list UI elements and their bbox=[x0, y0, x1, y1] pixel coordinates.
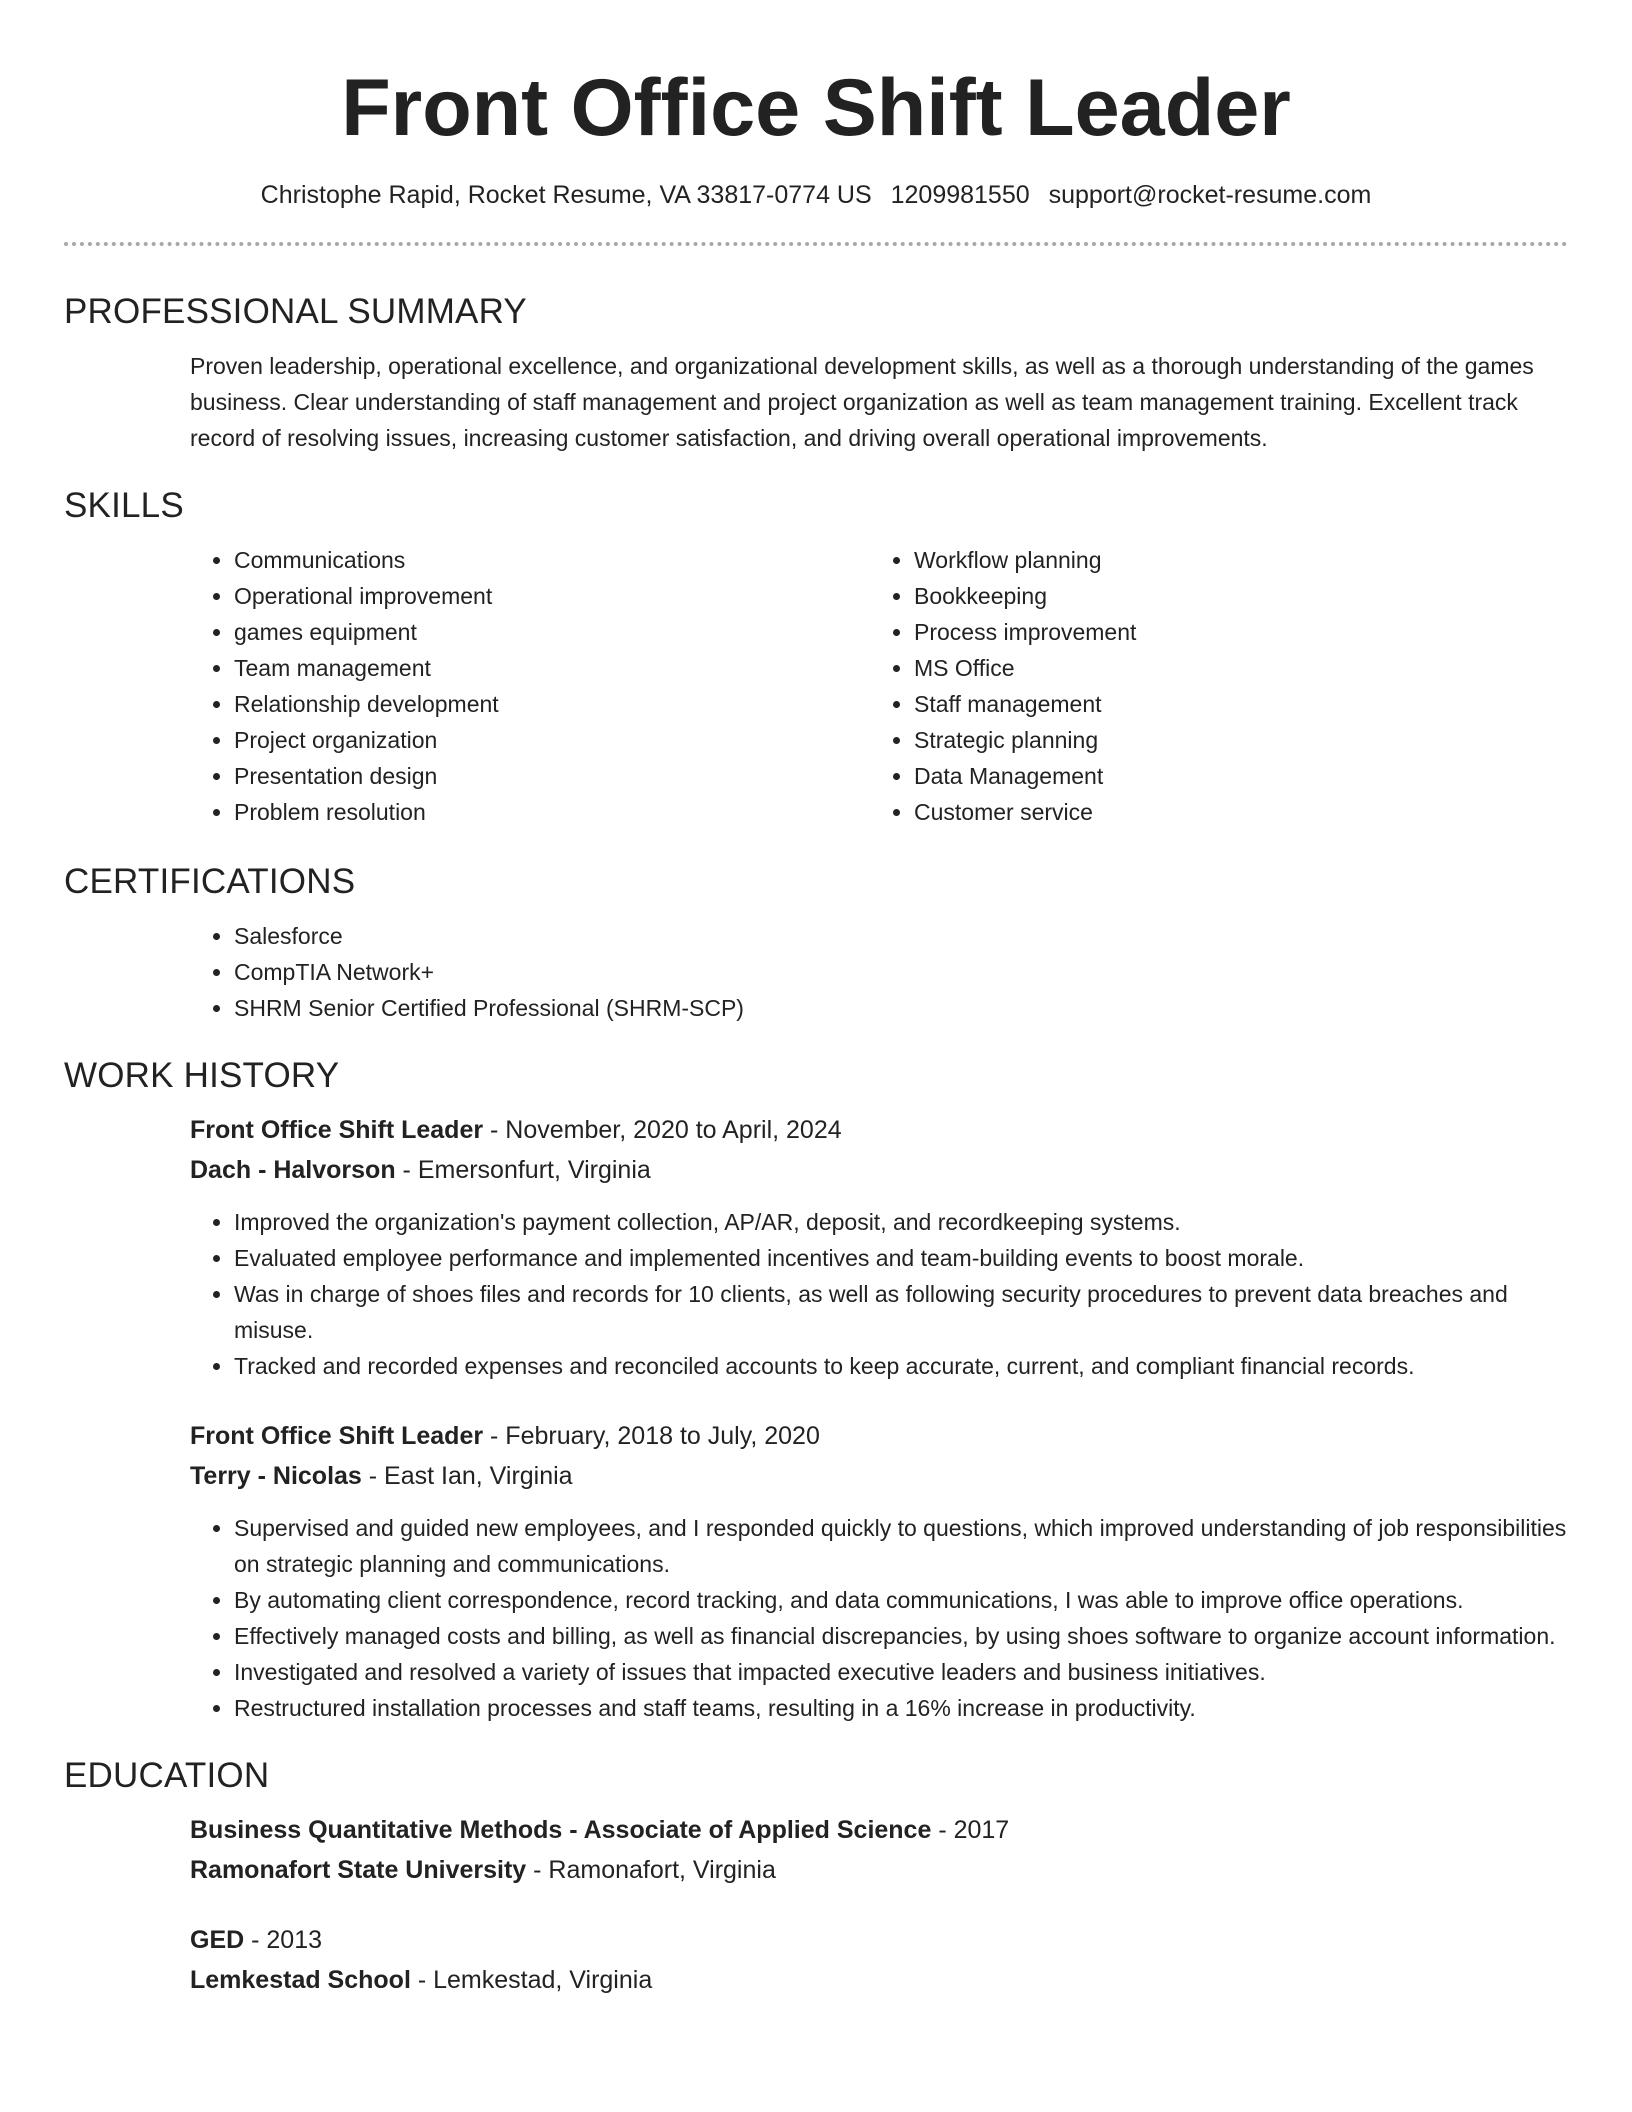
job-company-line bbox=[190, 1150, 1568, 1190]
certifications-section bbox=[64, 860, 1568, 1026]
header-divider bbox=[64, 242, 1568, 246]
skills-section bbox=[64, 484, 1568, 830]
education-section bbox=[64, 1754, 1568, 2000]
resume-title: Front Office Shift Leader bbox=[341, 63, 1291, 153]
education-degree: GED bbox=[190, 1926, 245, 1954]
job-dates: - November, 2020 to April, 2024 bbox=[483, 1116, 842, 1144]
education-degree-line bbox=[190, 1920, 1568, 1960]
certifications-heading: CERTIFICATIONS bbox=[64, 862, 356, 901]
job-bullets bbox=[190, 1204, 1568, 1384]
skill-item: • Workflow planning bbox=[914, 542, 1550, 578]
education-year: - 2013 bbox=[244, 1926, 323, 1954]
certification-item: • CompTIA Network+ bbox=[234, 954, 1568, 990]
education-school-line bbox=[190, 1960, 1568, 2000]
education-school: Lemkestad School bbox=[190, 1966, 411, 1994]
skill-item: • Process improvement bbox=[914, 614, 1550, 650]
job-bullet: • Was in charge of shoes files and records for 10 clients, as well as following security procedures to prevent data breaches and misuse. bbox=[234, 1276, 1568, 1348]
skill-item: • Bookkeeping bbox=[914, 578, 1550, 614]
job-dates: - February, 2018 to July, 2020 bbox=[483, 1422, 820, 1450]
skill-item: • Staff management bbox=[914, 686, 1550, 722]
job-title-line bbox=[190, 1416, 1568, 1456]
certifications-list-wrap bbox=[190, 918, 1568, 1026]
skills-heading: SKILLS bbox=[64, 486, 184, 525]
skill-item: • Strategic planning bbox=[914, 722, 1550, 758]
education-school: Ramonafort State University bbox=[190, 1856, 527, 1884]
job-bullet: • Effectively managed costs and billing, as well as financial discrepancies, by using shoes software to organize account information. bbox=[234, 1618, 1568, 1654]
skills-column-right bbox=[870, 542, 1550, 830]
job-bullet: • Supervised and guided new employees, and I responded quickly to questions, which improved understanding of job responsibilities on strategic planning and communications. bbox=[234, 1510, 1568, 1582]
certification-item: • SHRM Senior Certified Professional (SHRM-SCP) bbox=[234, 990, 1568, 1026]
contact-address: Christophe Rapid, Rocket Resume, VA 33817-0774 US bbox=[260, 181, 872, 209]
education-year: - 2017 bbox=[931, 1816, 1010, 1844]
education-degree: Business Quantitative Methods - Associate of Applied Science bbox=[190, 1816, 932, 1844]
work-heading: WORK HISTORY bbox=[64, 1056, 340, 1095]
job-company-line bbox=[190, 1456, 1568, 1496]
job-company: Terry - Nicolas bbox=[190, 1462, 362, 1490]
job-bullet: • Tracked and recorded expenses and reconciled accounts to keep accurate, current, and compliant financial records. bbox=[234, 1348, 1568, 1384]
summary-text: Proven leadership, operational excellence, and organizational development skills, as well as a thorough understanding of the games business. Clear understanding of staff management and project organization as well as team management training. Excellent track record of resolving issues, increasing customer satisfaction, and driving overall operational improvements. bbox=[190, 353, 1534, 451]
resume-page bbox=[64, 0, 1568, 2000]
work-section bbox=[64, 1054, 1568, 1726]
skill-item: • Communications bbox=[234, 542, 870, 578]
skill-item: • Team management bbox=[234, 650, 870, 686]
education-location: - Ramonafort, Virginia bbox=[526, 1856, 776, 1884]
contact-phone: 1209981550 bbox=[890, 181, 1030, 209]
skill-item: • Data Management bbox=[914, 758, 1550, 794]
summary-section bbox=[64, 290, 1568, 456]
education-degree-line bbox=[190, 1810, 1568, 1850]
skill-item: • Problem resolution bbox=[234, 794, 870, 830]
education-school-line bbox=[190, 1850, 1568, 1890]
education-entry bbox=[190, 1920, 1568, 2000]
skill-item: • MS Office bbox=[914, 650, 1550, 686]
job-company: Dach - Halvorson bbox=[190, 1156, 396, 1184]
skill-item: • Project organization bbox=[234, 722, 870, 758]
skill-item: • Relationship development bbox=[234, 686, 870, 722]
job-location: - East Ian, Virginia bbox=[361, 1462, 573, 1490]
job-title-line bbox=[190, 1110, 1568, 1150]
certification-item: • Salesforce bbox=[234, 918, 1568, 954]
job-bullet: • Restructured installation processes and staff teams, resulting in a 16% increase in productivity. bbox=[234, 1690, 1568, 1726]
job-role: Front Office Shift Leader bbox=[190, 1422, 484, 1450]
job-entry bbox=[190, 1110, 1568, 1384]
skill-item: • Presentation design bbox=[234, 758, 870, 794]
skills-column-left bbox=[190, 542, 870, 830]
job-bullet: • Investigated and resolved a variety of issues that impacted executive leaders and business initiatives. bbox=[234, 1654, 1568, 1690]
job-role: Front Office Shift Leader bbox=[190, 1116, 484, 1144]
job-bullet: • By automating client correspondence, record tracking, and data communications, I was able to improve office operations. bbox=[234, 1582, 1568, 1618]
contact-line bbox=[64, 178, 1568, 212]
education-location: - Lemkestad, Virginia bbox=[410, 1966, 653, 1994]
summary-heading: PROFESSIONAL SUMMARY bbox=[64, 292, 527, 331]
job-bullet: • Improved the organization's payment collection, AP/AR, deposit, and recordkeeping systems. bbox=[234, 1204, 1568, 1240]
job-bullet: • Evaluated employee performance and implemented incentives and team-building events to boost morale. bbox=[234, 1240, 1568, 1276]
job-location: - Emersonfurt, Virginia bbox=[395, 1156, 651, 1184]
contact-email: support@rocket-resume.com bbox=[1048, 181, 1372, 209]
job-entry bbox=[190, 1416, 1568, 1726]
certifications-list bbox=[190, 918, 1568, 1026]
skill-item: • games equipment bbox=[234, 614, 870, 650]
education-entry bbox=[190, 1810, 1568, 1890]
education-heading: EDUCATION bbox=[64, 1756, 270, 1795]
skills-grid bbox=[190, 542, 1568, 830]
job-bullets bbox=[190, 1510, 1568, 1726]
skill-item: • Operational improvement bbox=[234, 578, 870, 614]
skill-item: • Customer service bbox=[914, 794, 1550, 830]
